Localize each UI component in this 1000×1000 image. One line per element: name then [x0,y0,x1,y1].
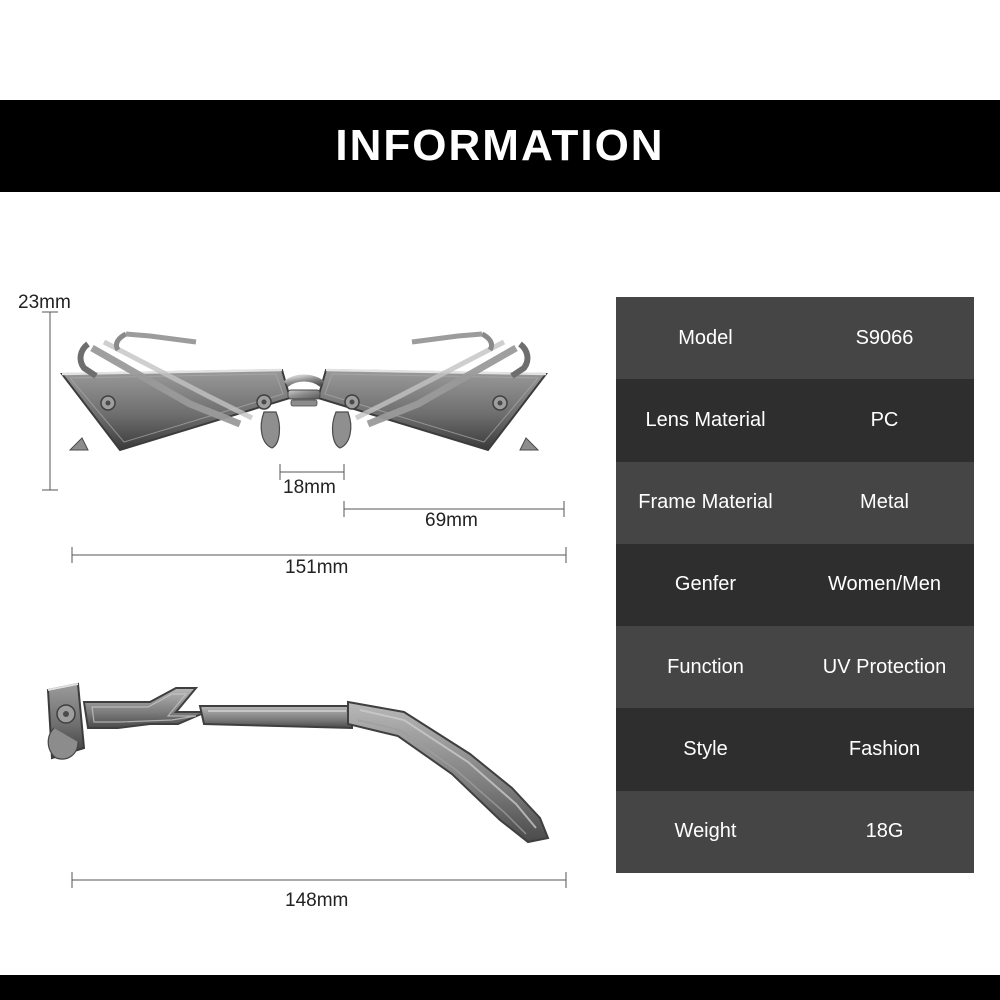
specification-table [616,297,974,873]
left-frame-tip [70,438,88,450]
temple-length-dimension-line [72,872,566,888]
total-width-dimension-label: 151mm [285,557,349,578]
spec-key: Model [678,326,733,349]
bridge-part [286,378,322,406]
table-row [616,544,974,626]
temple-length-dimension-label: 148mm [285,890,349,911]
page-title: INFORMATION [335,121,665,170]
spec-value: UV Protection [822,655,947,678]
left-nose-pad [261,412,279,448]
spec-key: Style [683,738,728,761]
spec-key: Weight [674,820,737,843]
left-hinge-screw-center [106,401,111,406]
spec-key: Genfer [674,573,737,596]
spec-value: PC [870,408,899,431]
lens-width-dimension-label: 69mm [425,510,478,531]
table-row [616,462,974,544]
table-row [616,379,974,461]
right-hinge-screw-center [498,401,503,406]
spec-key: Lens Material [645,408,766,431]
right-nose-pad [333,412,351,448]
height-dimension-label: 23mm [18,292,71,313]
temple-bar [200,706,352,728]
height-dimension-line [42,312,58,490]
temple-lightning-shape [84,688,206,728]
spec-value: Women/Men [827,573,941,596]
bottom-black-strip [0,975,1000,1000]
spec-value: 18G [865,820,904,843]
right-frame-tip [520,438,538,450]
spec-key: Function [667,655,744,678]
left-inner-screw-center [262,400,267,405]
bridge-dimension-label: 18mm [283,477,336,498]
spec-value: Metal [860,491,909,514]
table-row [616,791,974,873]
side-hinge-screw-center [63,711,69,717]
spec-key: Frame Material [638,491,773,514]
table-row [616,708,974,790]
spec-value: S9066 [855,326,914,349]
spec-value: Fashion [848,738,921,761]
table-row [616,297,974,379]
right-inner-screw-center [350,400,355,405]
information-banner [0,100,1000,192]
table-row [616,626,974,708]
product-drawings [0,192,600,975]
temple-tip [348,702,548,842]
